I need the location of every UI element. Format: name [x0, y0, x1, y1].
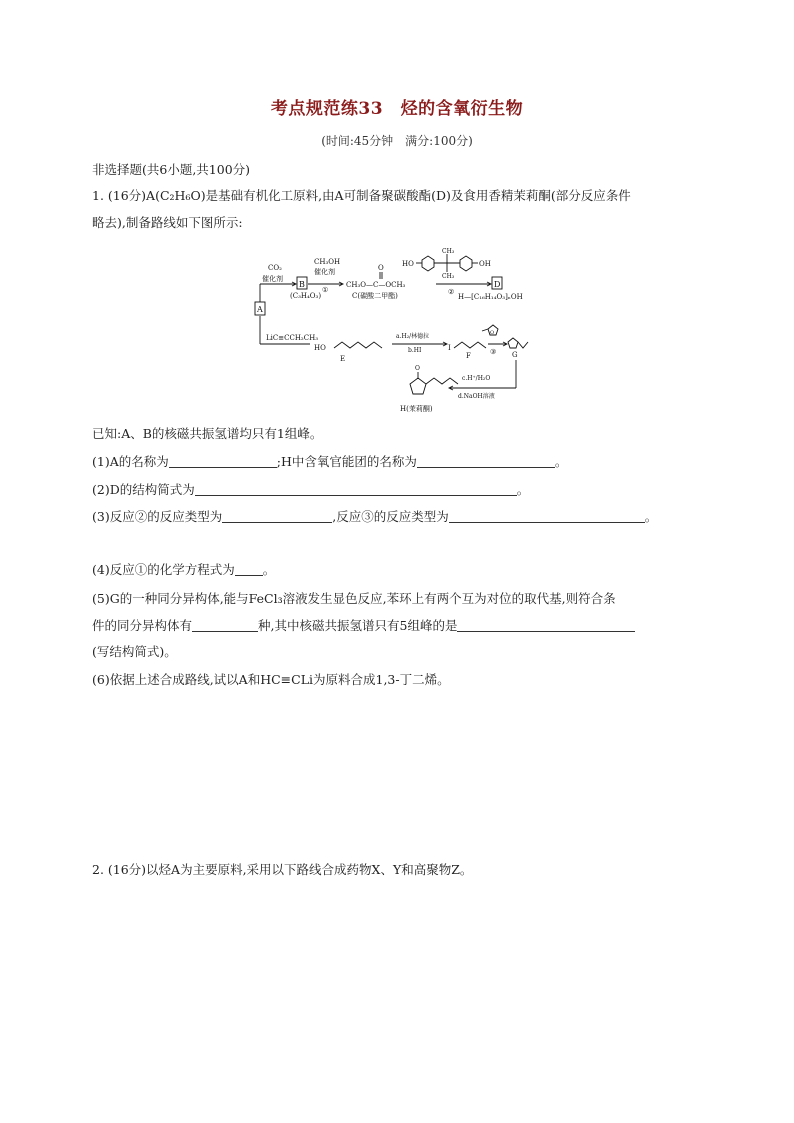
scheme-c-structure: CH₃O—C—OCH₃ [346, 281, 406, 289]
scheme-step3: ③ [490, 348, 497, 356]
q1-part1-end: 。 [554, 454, 568, 469]
scheme-ch3-top: CH₃ [442, 248, 455, 255]
scheme-ho-left: HO [402, 260, 414, 268]
scheme-e-ho: HO [314, 344, 326, 352]
q2-stem: 2. (16分)以烃A为主要原料,采用以下路线合成药物X、Y和高聚物Z。 [92, 862, 473, 877]
scheme-f-iodo: I [448, 344, 451, 352]
q1-part2-blank[interactable] [195, 482, 517, 496]
q1-part3-blank2[interactable] [449, 509, 645, 523]
q1-known: 已知:A、B的核磁共振氢谱均只有1组峰。 [92, 426, 323, 441]
scheme-box-b: B [299, 280, 305, 289]
scheme-step2: ② [448, 288, 455, 296]
scheme-h-ketone-o: O [415, 365, 420, 372]
q1-part3-text-a: (3)反应②的反应类型为 [92, 509, 223, 524]
scheme-methanol: CH₃OH [314, 258, 341, 266]
q1-part4 [92, 560, 275, 578]
q1-part2-end: 。 [516, 482, 530, 497]
q1-part2-text: (2)D的结构简式为 [92, 482, 195, 497]
q1-part1-text-b: ;H中含氧官能团的名称为 [276, 454, 417, 469]
scheme-oh-right: OH [479, 260, 491, 268]
q1-stem-line1: 1. (16分)A(C₂H₆O)是基础有机化工原料,由A可制备聚碳酸酯(D)及食用香精茉莉酮(部分反应条件 [92, 188, 631, 203]
scheme-f-label: F [466, 352, 471, 360]
reaction-scheme-diagram [250, 248, 530, 420]
section-heading: 非选择题(共6小题,共100分) [92, 162, 251, 177]
scheme-c-label: C(碳酸二甲酯) [352, 292, 398, 300]
q1-part4-end: 。 [262, 562, 276, 577]
q1-part5-line3: (写结构简式)。 [92, 644, 177, 659]
scheme-step1: ① [322, 286, 329, 294]
q1-part5-line2 [92, 616, 635, 634]
scheme-e-label: E [340, 355, 346, 363]
scheme-g-label: G [512, 351, 518, 359]
page-subtitle: (时间:45分钟 满分:100分) [321, 134, 473, 148]
q1-part3-blank1[interactable] [222, 509, 332, 523]
scheme-lithium-reagent: LiC≡CCH₂CH₃ [266, 334, 318, 342]
q1-part1-blank1[interactable] [169, 454, 277, 468]
q1-part5-text-b: 种,其中核磁共振氢谱只有5组峰的是 [258, 618, 458, 633]
page-title: 考点规范练33 烃的含氧衍生物 [270, 99, 524, 119]
q1-part3-end: 。 [644, 509, 658, 524]
q1-part1-blank2[interactable] [417, 454, 555, 468]
q1-part4-blank[interactable] [235, 562, 263, 576]
q1-part2 [92, 480, 529, 498]
scheme-carbonyl-o: O [378, 264, 384, 272]
scheme-h-label: H(茉莉酮) [400, 405, 433, 413]
scheme-b-formula: (C₃H₄O₃) [290, 292, 322, 300]
q1-part5-line1: (5)G的一种同分异构体,能与FeCl₃溶液发生显色反应,苯环上有两个互为对位的取代基,则符合条 [92, 591, 616, 606]
q1-part4-text: (4)反应①的化学方程式为 [92, 562, 235, 577]
scheme-box-d: D [494, 280, 501, 289]
q1-part6: (6)依据上述合成路线,试以A和HC≡CLi为原料合成1,3-丁二烯。 [92, 672, 450, 687]
scheme-ch3-bottom: CH₃ [442, 273, 455, 280]
scheme-reagent-d: d.NaOH溶液 [458, 393, 495, 400]
q1-part1-text-a: (1)A的名称为 [92, 454, 169, 469]
q1-part5-blank1[interactable] [192, 618, 258, 632]
scheme-d-formula: H—[C₁₆H₁₄O₃]ₙOH [458, 293, 523, 301]
scheme-reagent-c: c.H⁺/H₂O [462, 375, 491, 382]
scheme-reagent-furan-o: O [490, 330, 495, 336]
q1-part3-text-b: ,反应③的反应类型为 [332, 509, 449, 524]
q1-part5-text-a: 件的同分异构体有 [92, 618, 193, 633]
scheme-reagent-b: b.HI [408, 347, 422, 354]
q1-part1 [92, 452, 567, 470]
scheme-catalyst2: 催化剂 [314, 268, 335, 276]
scheme-co2: CO₂ [268, 264, 282, 272]
scheme-box-a: A [257, 305, 263, 314]
q1-part5-blank2[interactable] [457, 618, 635, 632]
scheme-catalyst1: 催化剂 [262, 275, 283, 283]
q1-part3 [92, 507, 657, 525]
q1-stem-line2: 略去),制备路线如下图所示: [92, 215, 243, 230]
scheme-reagent-a: a.H₂/林德拉 [396, 333, 430, 340]
